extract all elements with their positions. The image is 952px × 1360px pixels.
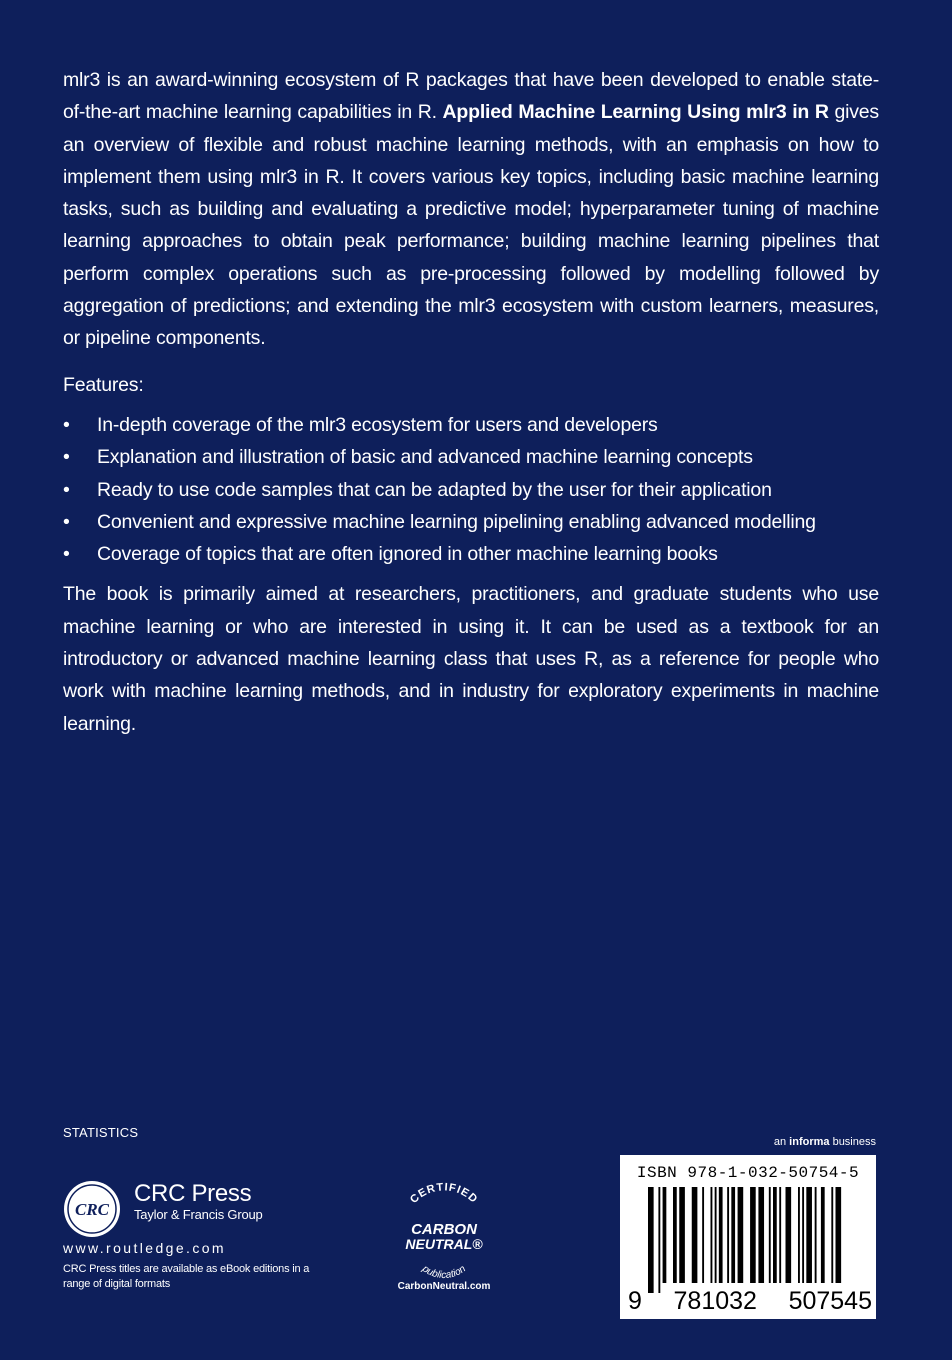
barcode-bars (646, 1187, 850, 1293)
barcode-bar (727, 1187, 729, 1283)
barcode-digit-right: 507545 (788, 1287, 872, 1315)
feature-text: In-depth coverage of the mlr3 ecosystem for users and developers (97, 413, 658, 436)
bullet-icon: • (63, 446, 70, 469)
bullet-icon: • (63, 478, 70, 501)
barcode-bar (673, 1187, 677, 1283)
features-heading: Features: (63, 373, 144, 396)
barcode-bar (831, 1187, 833, 1283)
barcode-bar (798, 1187, 800, 1283)
barcode-bar (738, 1187, 744, 1283)
barcode-bar (815, 1187, 817, 1283)
barcode-bar (731, 1187, 735, 1283)
barcode-digits (628, 1288, 872, 1314)
feature-item (63, 506, 879, 538)
feature-text: Convenient and expressive machine learning pipelining enabling advanced modelling (97, 510, 816, 533)
book-title: Applied Machine Learning Using mlr3 in R (442, 101, 829, 124)
feature-text: Coverage of topics that are often ignored in other machine learning books (97, 543, 718, 566)
publisher-name: CRC Press (134, 1180, 252, 1207)
barcode-bar (806, 1187, 812, 1283)
ebook-note: CRC Press titles are available as eBook editions in a range of digital formats (63, 1263, 310, 1290)
bullet-icon: • (63, 510, 70, 533)
isbn-number: ISBN 978-1-032-50754-5 (636, 1164, 860, 1182)
publisher-group: Taylor & Francis Group (134, 1207, 263, 1222)
subject-category: STATISTICS (63, 1125, 139, 1140)
barcode-bar (663, 1187, 667, 1283)
crc-press-logo (63, 1180, 121, 1238)
certified-text: CERTIFIED (407, 1181, 481, 1206)
publisher-website: www.routledge.com (63, 1240, 226, 1256)
barcode-digit-left: 781032 (673, 1287, 757, 1315)
barcode-bar (679, 1187, 685, 1283)
audience-paragraph: The book is primarily aimed at researchers, practitioners, and graduate students who use machine learning or who are interested in using it. It can be used as a textbook for an introductory or advanced machine learning class that uses R, as a reference for people who work with machine learning methods, and in industry for exploratory experiments in machine learning. (63, 583, 879, 735)
barcode-bar (836, 1187, 842, 1283)
bullet-icon: • (63, 543, 70, 566)
barcode-bar (715, 1187, 717, 1283)
barcode-bar (786, 1187, 792, 1283)
carbon-neutral-url: CarbonNeutral.com (397, 1281, 491, 1292)
publication-text: publication (420, 1263, 468, 1282)
feature-item (63, 409, 879, 441)
barcode-bar (750, 1187, 756, 1283)
feature-text: Explanation and illustration of basic and advanced machine learning concepts (97, 446, 753, 469)
feature-item (63, 538, 879, 570)
feature-item (63, 441, 879, 473)
barcode-bar (711, 1187, 713, 1283)
barcode-bar (802, 1187, 804, 1283)
barcode-bar (769, 1187, 771, 1283)
feature-text: Ready to use code samples that can be adapted by the user for their application (97, 478, 772, 501)
feature-item (63, 474, 879, 506)
bullet-icon: • (63, 413, 70, 436)
barcode-bar (773, 1187, 777, 1283)
back-cover-blurb (63, 64, 879, 740)
features-list (63, 409, 879, 570)
intro-paragraph: mlr3 is an award-winning ecosystem of R packages that have been developed to enable state-of-the-art machine learning capabilities in R. Applied Machine Learning Using mlr3 in R gives an overview of flexible and robust machine learning methods, with an emphasis on how to implement them using mlr3 in R. It covers various key topics, including basic machine learning tasks, such as building and evaluating a predictive model; hyperparameter tuning of machine learning approaches to obtain peak performance; building machine learning pipelines that perform complex operations such as pre-processing followed by modelling followed by aggregation of predictions; and extending the mlr3 ecosystem with custom learners, measures, or pipeline components. (63, 69, 879, 350)
neutral-text: NEUTRAL® (405, 1236, 483, 1252)
barcode-bar (702, 1187, 704, 1283)
barcode-bar (658, 1187, 660, 1293)
isbn-barcode (620, 1155, 876, 1319)
barcode-bar (719, 1187, 723, 1283)
barcode-bar (648, 1187, 654, 1293)
barcode-digit-lead: 9 (628, 1287, 642, 1315)
carbon-neutral-badge (388, 1178, 500, 1298)
informa-tagline: an informa business (773, 1136, 876, 1148)
carbon-text: CARBON (411, 1221, 477, 1238)
barcode-bar (692, 1187, 698, 1283)
barcode-bar (758, 1187, 764, 1283)
barcode-bar (779, 1187, 781, 1283)
crc-logo-text: CRC (74, 1200, 110, 1219)
barcode-bar (821, 1187, 825, 1283)
